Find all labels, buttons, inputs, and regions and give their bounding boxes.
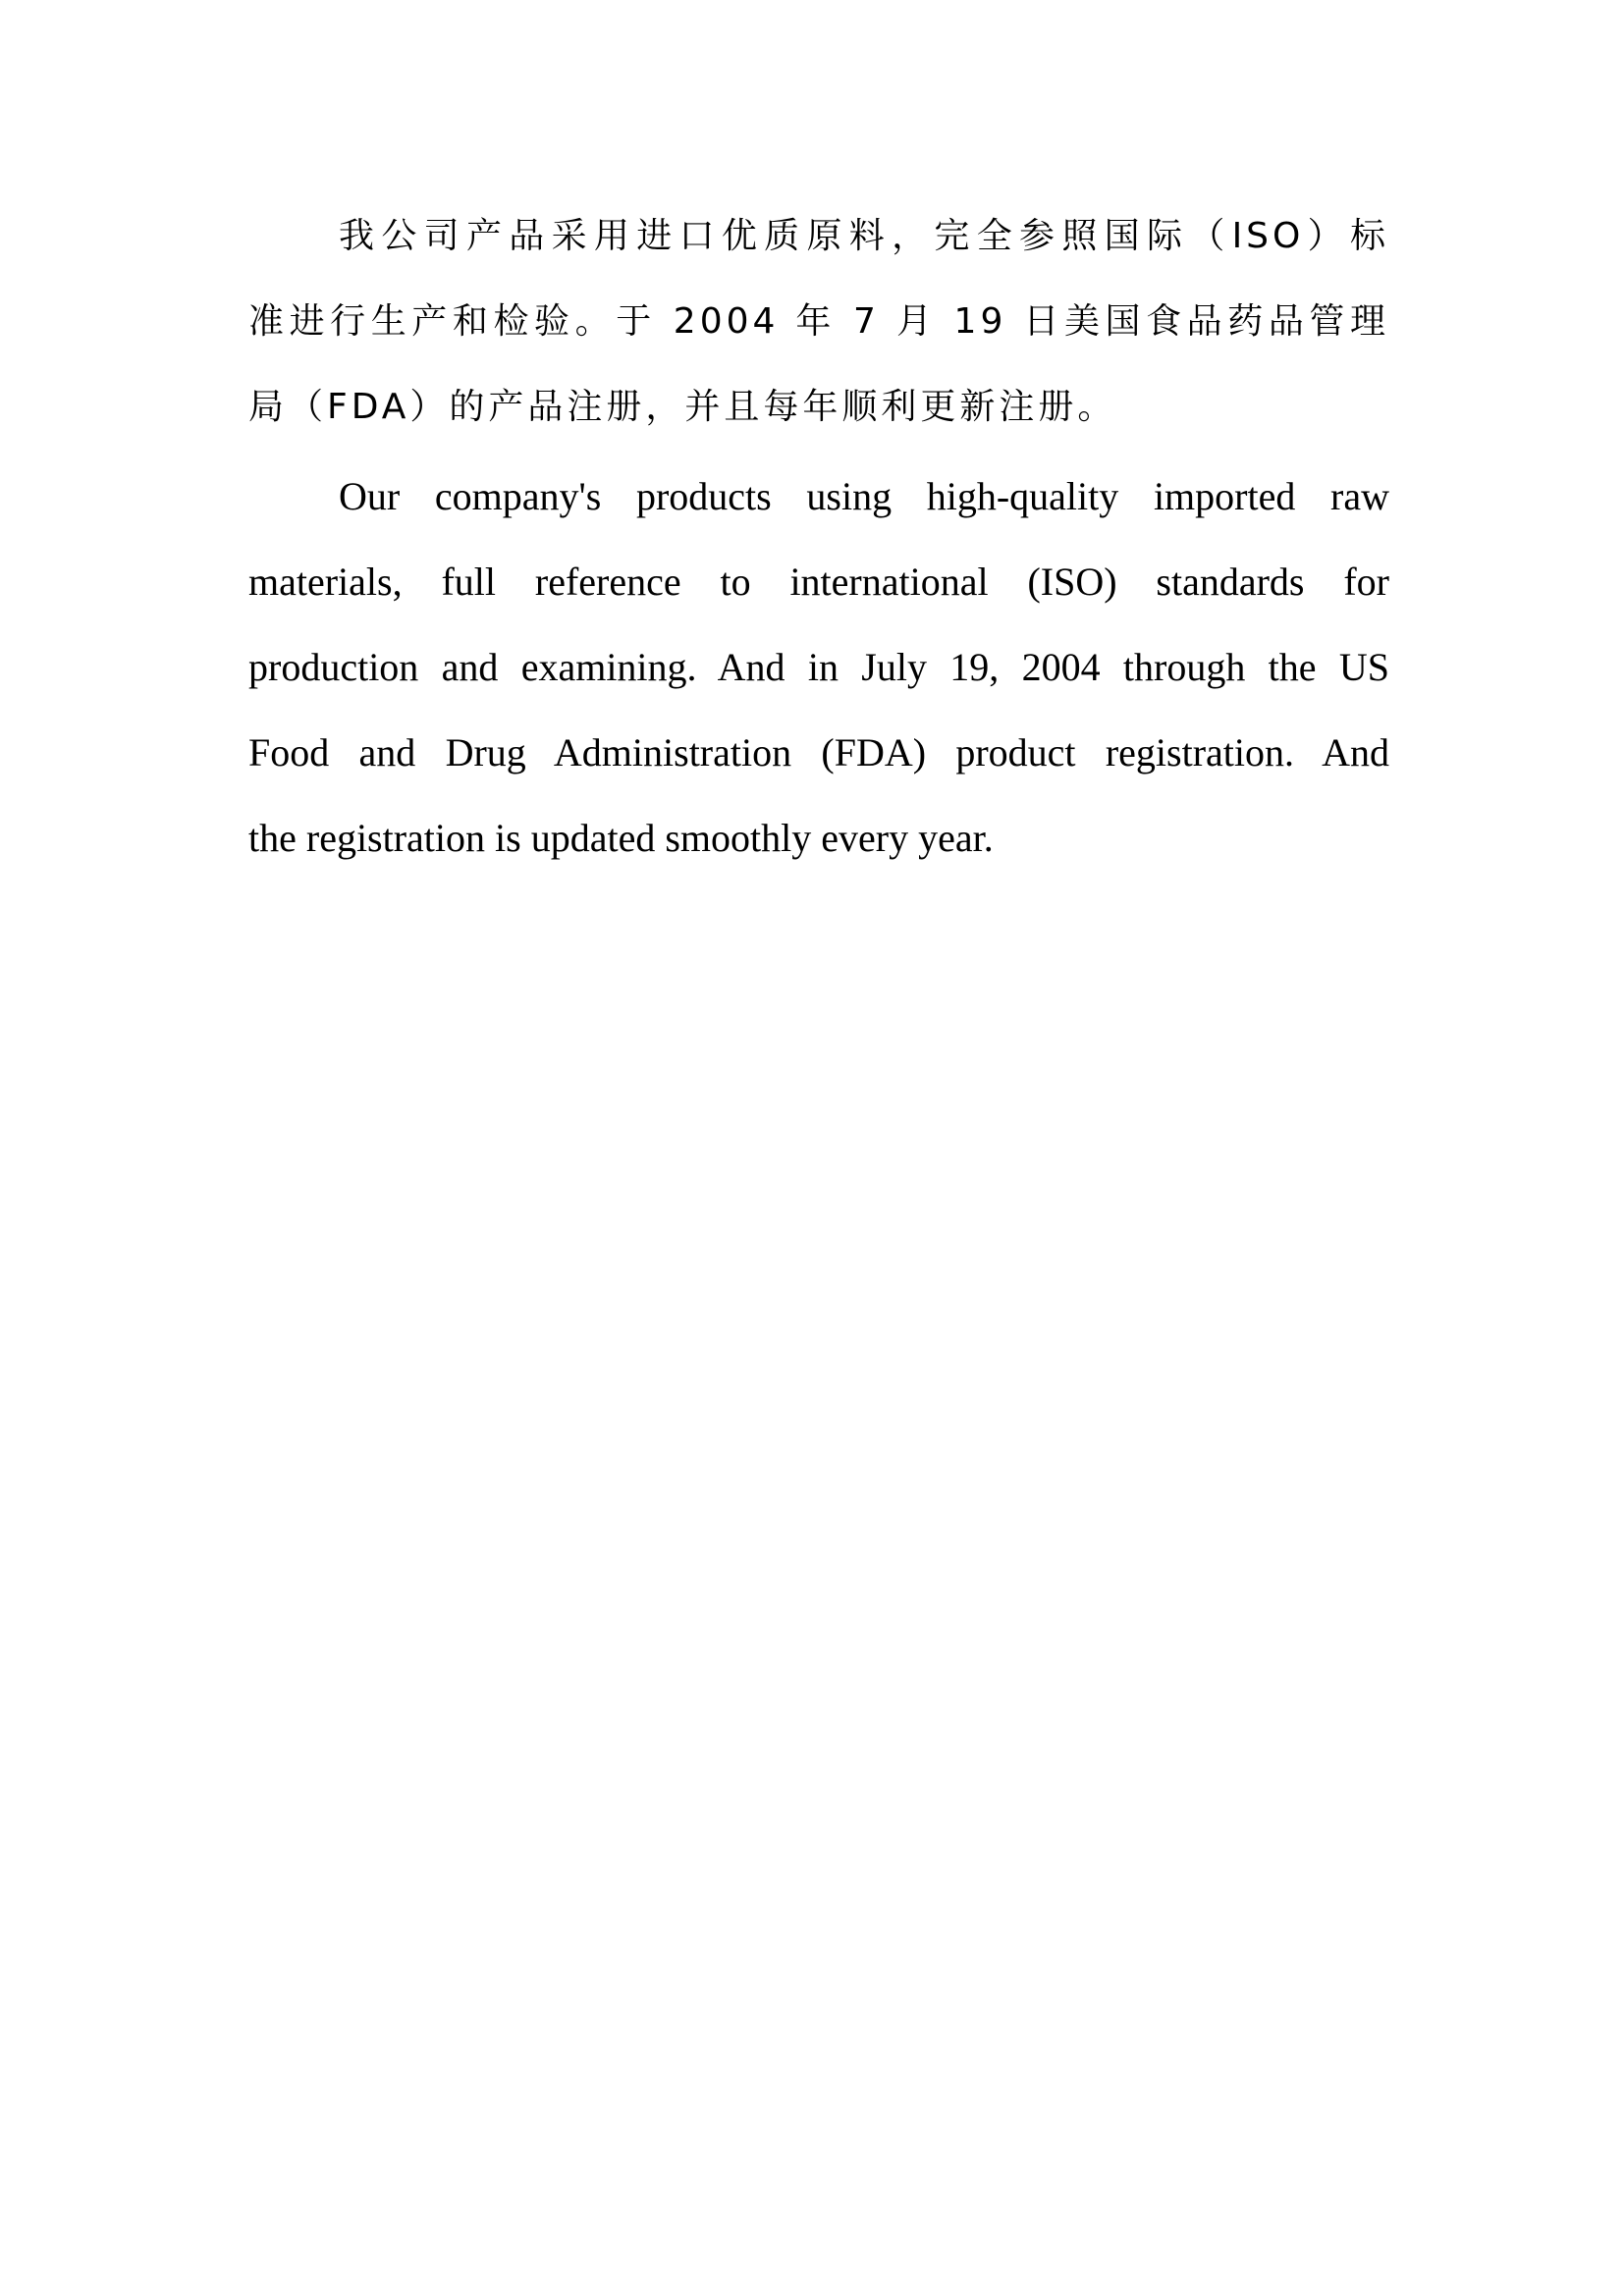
chinese-paragraph xyxy=(248,193,1389,450)
chinese-line-3: 局（FDA）的产品注册，并且每年顺利更新注册。 xyxy=(248,387,1117,427)
chinese-line-1: 我公司产品采用进口优质原料，完全参照国际（ISO）标 xyxy=(339,216,1389,256)
english-line-1: Our company's products using high-quality imported raw xyxy=(339,474,1389,518)
english-line-5: the registration is updated smoothly every year. xyxy=(248,816,994,860)
english-line-3: production and examining. And in July 19, 2004 through the US xyxy=(248,645,1389,689)
english-line-4: Food and Drug Administration (FDA) product registration. And xyxy=(248,730,1389,774)
chinese-line-2: 准进行生产和检验。于 2004 年 7 月 19 日美国食品药品管理 xyxy=(248,301,1389,342)
english-line-2: materials, full reference to international (ISO) standards for xyxy=(248,560,1389,604)
english-paragraph xyxy=(248,454,1389,881)
